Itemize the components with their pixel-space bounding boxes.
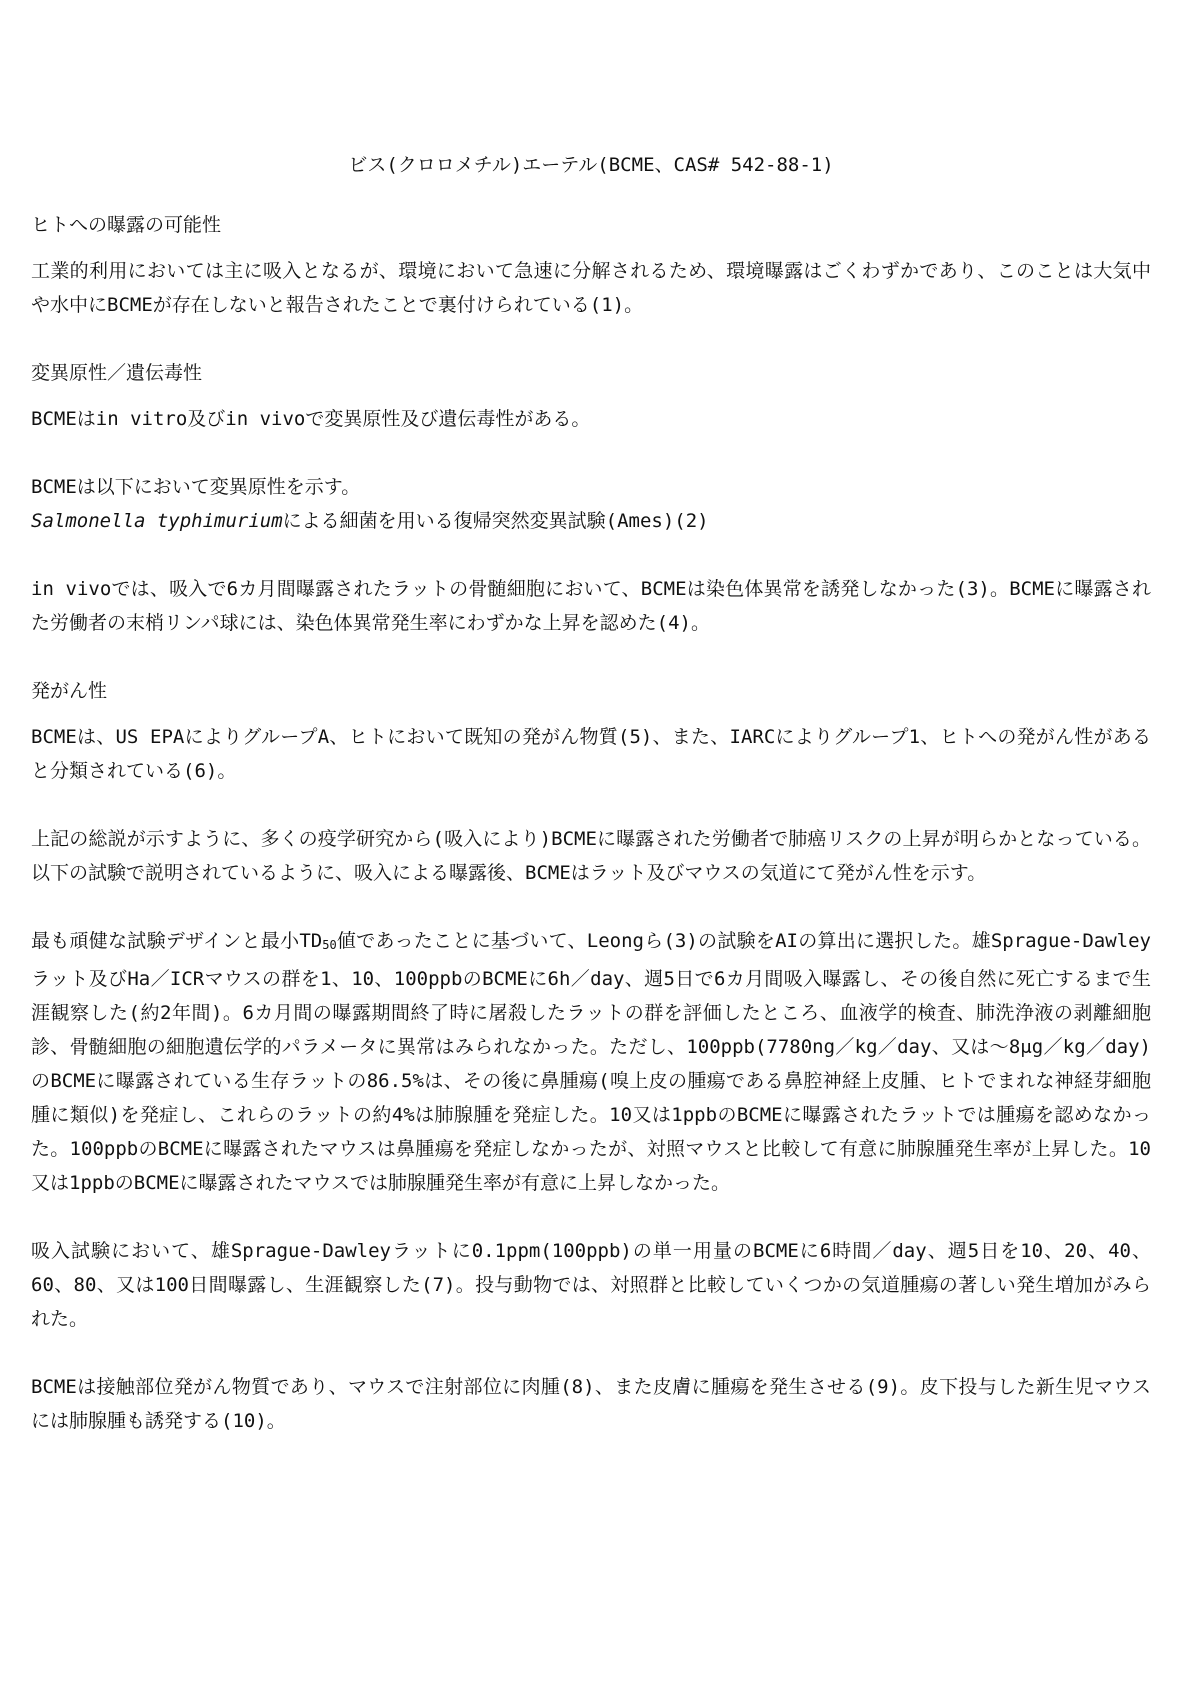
- paragraph-carcinogenicity-contact-site: BCMEは接触部位発がん物質であり、マウスで注射部位に肉腫(8)、また皮膚に腫瘍を発生させる(9)。皮下投与した新生児マウスには肺腺腫も誘発する(10)。: [31, 1376, 1151, 1432]
- paragraph-mutagenicity-ames: [31, 470, 1151, 538]
- document-page: [31, 148, 1151, 1472]
- ames-test-line: [31, 504, 1151, 538]
- heading-mutagenicity: 変異原性／遺伝毒性: [31, 362, 203, 384]
- paragraph-carcinogenicity-classification: BCMEは、US EPAによりグループA、ヒトにおいて既知の発がん物質(5)、また、IARCによりグループ1、ヒトへの発がん性があると分類されている(6)。: [31, 726, 1151, 782]
- leong-study-body: 値であったことに基づいて、Leongら(3)の試験をAIの算出に選択した。雄Sprague-Dawleyラット及びHa／ICRマウスの群を1、10、100ppbのBCMEに6h／day、週5日で6カ月間吸入曝露し、その後自然に死亡するまで生涯観察した(約2年間)。6カ月間の曝露期間終了時に屠殺したラットの群を評価したところ、血液学的検査、肺洗浄液の剥離細胞診、骨髄細胞の細胞遺伝学的パラメータに異常はみられなかった。ただし、100ppb(7780ng／kg／day、又は～8μg／kg／day)のBCMEに曝露されている生存ラットの86.5%は、その後に鼻腫瘍(嗅上皮の腫瘍である鼻腔神経上皮腫、ヒトでまれな神経芽細胞腫に類似)を発症し、これらのラットの約4%は肺腺腫を発症した。10又は1ppbのBCMEに曝露されたラットでは腫瘍を認めなかった。100ppbのBCMEに曝露されたマウスは鼻腫瘍を発症しなかったが、対照マウスと比較して有意に肺腺腫発生率が上昇した。10又は1ppbのBCMEに曝露されたマウスでは肺腺腫発生率が有意に上昇しなかった。: [31, 930, 1151, 1194]
- heading-exposure: ヒトへの曝露の可能性: [31, 214, 222, 236]
- paragraph-mutagenicity-invivo: in vivoでは、吸入で6カ月間曝露されたラットの骨髄細胞において、BCMEは染色体異常を誘発しなかった(3)。BCMEに曝露された労働者の末梢リンパ球には、染色体異常発生率にわずかな上昇を認めた(4)。: [31, 578, 1151, 634]
- document-title: ビス(クロロメチル)エーテル(BCME、CAS# 542-88-1): [348, 154, 834, 176]
- paragraph-carcinogenicity-leong-study: [31, 924, 1151, 1200]
- leong-study-intro: 最も頑健な試験デザインと最小TD: [31, 930, 323, 952]
- td50-subscript: 50: [322, 938, 337, 952]
- organism-name: Salmonella typhimurium: [31, 510, 283, 532]
- paragraph-mutagenicity-summary: BCMEはin vitro及びin vivoで変異原性及び遺伝毒性がある。: [31, 408, 591, 430]
- ames-intro-line: BCMEは以下において変異原性を示す。: [31, 476, 361, 498]
- paragraph-carcinogenicity-inhalation-study: 吸入試験において、雄Sprague-Dawleyラットに0.1ppm(100ppb)の単一用量のBCMEに6時間／day、週5日を10、20、40、60、80、又は100日間曝露し、生涯観察した(7)。投与動物では、対照群と比較していくつかの気道腫瘍の著しい発生増加がみられた。: [31, 1240, 1151, 1330]
- paragraph-carcinogenicity-epidemiology: 上記の総説が示すように、多くの疫学研究から(吸入により)BCMEに曝露された労働者で肺癌リスクの上昇が明らかとなっている。以下の試験で説明されているように、吸入による曝露後、BCMEはラット及びマウスの気道にて発がん性を示す。: [31, 828, 1151, 884]
- heading-carcinogenicity: 発がん性: [31, 680, 108, 702]
- ames-test-text: による細菌を用いる復帰突然変異試験(Ames)(2): [282, 510, 709, 532]
- paragraph-exposure: 工業的利用においては主に吸入となるが、環境において急速に分解されるため、環境曝露はごくわずかであり、このことは大気中や水中にBCMEが存在しないと報告されたことで裏付けられている(1)。: [31, 260, 1151, 316]
